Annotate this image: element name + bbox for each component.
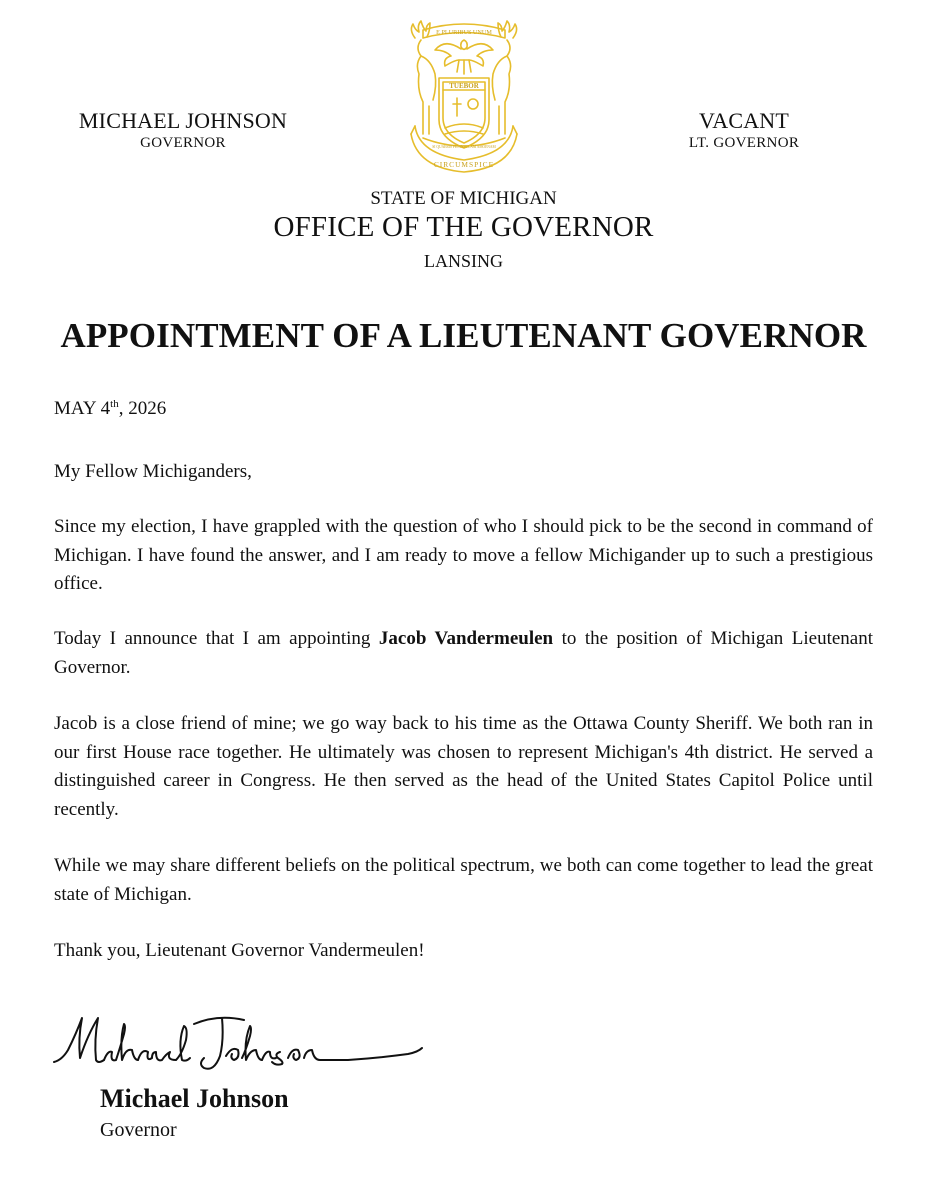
lt-governor-name: VACANT	[698, 108, 790, 133]
signatory-name: Michael Johnson	[100, 1084, 289, 1113]
seal-ribbon-inner: SI QUAERIS PENINSULAM AMOENAM	[432, 145, 496, 149]
paragraph-2-lead: Today I announce that I am appointing	[54, 628, 379, 649]
michigan-seal-icon	[393, 16, 535, 174]
document-title: APPOINTMENT OF A LIEUTENANT GOVERNOR	[60, 316, 867, 355]
seal-shield-word: TUEBOR	[449, 82, 479, 91]
date-year: , 2026	[118, 398, 167, 419]
handwritten-signature	[48, 1004, 423, 1076]
date-ordinal-suffix: th	[110, 398, 119, 410]
office-name: OFFICE OF THE GOVERNOR	[273, 211, 654, 243]
paragraph-4: While we may share different beliefs on the political spectrum, we both can come together to lead the great state of Michigan.	[54, 855, 873, 905]
city-name: LANSING	[424, 251, 503, 271]
seal-ribbon-bottom: CIRCUMSPICE	[433, 160, 495, 169]
paragraph-2-tail: to the position of Michigan Lieutenant Governor.	[54, 628, 874, 678]
state-name: STATE OF MICHIGAN	[370, 188, 557, 209]
paragraph-3: Jacob is a close friend of mine; we go way back to his time as the Ottawa County Sheriff. We both ran in our first House race together. He ultimately was chosen to represent Michigan's 4th district. He served a distinguished career in Congress. He then served as the head of the United States Capitol Police until recently.	[54, 713, 873, 821]
seal-motto-top: E PLURIBUS UNUM	[436, 29, 492, 36]
lt-governor-header-block	[672, 108, 816, 152]
paragraph-5: Thank you, Lieutenant Governor Vandermeulen!	[54, 940, 425, 961]
lt-governor-title: LT. GOVERNOR	[688, 135, 800, 151]
governor-header-block	[60, 108, 306, 152]
governor-name: MICHAEL JOHNSON	[78, 108, 288, 133]
paragraph-2	[54, 625, 873, 682]
appointee-name: Jacob Vandermeulen	[378, 628, 554, 649]
paragraph-1: Since my election, I have grappled with the question of who I should pick to be the second in command of Michigan. I have found the answer, and I am ready to move a fellow Michigander up to such a prestigious office.	[54, 516, 873, 595]
signatory-title: Governor	[100, 1119, 177, 1141]
greeting: My Fellow Michiganders,	[54, 461, 252, 482]
governor-title: GOVERNOR	[140, 135, 226, 151]
letter-date	[54, 398, 166, 420]
date-month-day: MAY 4	[54, 398, 111, 419]
